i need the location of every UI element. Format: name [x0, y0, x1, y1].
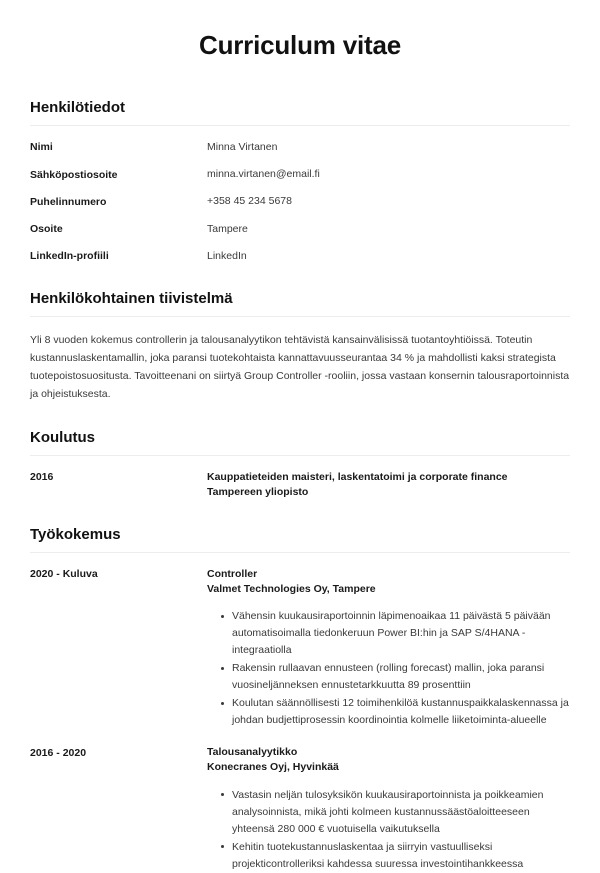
bullet-point-icon — [221, 667, 224, 670]
personal-detail-row — [30, 140, 570, 155]
section-divider — [30, 552, 570, 553]
personal-detail-label: Nimi — [30, 141, 53, 154]
education-entry-degree: Kauppatieteiden maisteri, laskentatoimi ja corporate finance — [207, 470, 508, 483]
section-work-experience — [30, 526, 570, 873]
section-personal-details — [30, 99, 570, 264]
personal-detail-value: Minna Virtanen — [207, 140, 278, 153]
work-entry-title: Talousanalyytikko — [207, 746, 298, 759]
personal-detail-row — [30, 194, 570, 209]
education-entry-body — [207, 470, 570, 500]
work-experience-entry — [30, 745, 570, 872]
section-header-work-experience: Työkokemus — [30, 526, 121, 543]
work-entry-date: 2020 - Kuluva — [30, 568, 98, 581]
personal-detail-label: Osoite — [30, 223, 63, 235]
personal-detail-label: Sähköpostiosoite — [30, 168, 118, 181]
personal-summary-text: Yli 8 vuoden kokemus controllerin ja talousanalyytikon tehtävistä kansainvälisissä tuotantoyhtiöissä. Toteutin kustannuslaskentamallin, joka paransi tuotekohtaista kannattavuusseurantaa 34 % ja mahdollisti kaksi strategista tuotepoistosuositusta. Tavoitteenani on siirtyä Group Controller -rooliin, jossa vastaan konsernin talousraportoinnista ja ohjeistuksesta. — [30, 333, 570, 400]
document-title: Curriculum vitae — [199, 30, 401, 60]
work-experience-entry — [30, 567, 570, 729]
personal-detail-value: +358 45 234 5678 — [207, 195, 292, 208]
personal-detail-row — [30, 222, 570, 237]
work-entry-bullet-text: Vastasin neljän tulosyksikön kuukausiraportoinnista ja poikkeamien analysoinnista, mikä johti kolmeen kustannussäästöaloitteeseen yhteensä 280 000 € vuotuisella vaikutuksella — [232, 788, 544, 835]
education-entry-institution: Tampereen yliopisto — [207, 485, 309, 498]
work-entry-bullet-text: Kehitin tuotekustannuslaskentaa ja siirryin vastuulliseksi projekticontrolleriksi kahdessa suuressa investointihankkeessa — [232, 840, 524, 870]
section-education — [30, 429, 570, 500]
section-divider — [30, 455, 570, 456]
section-divider — [30, 316, 570, 317]
work-entry-bullet — [207, 787, 570, 838]
work-entry-bullet-text: Koulutan säännöllisesti 12 toimihenkilöä kustannuspaikkalaskennassa ja johdan budjettiprosessin koordinointia kolmelle liiketoiminta-alueelle — [232, 697, 569, 727]
section-divider — [30, 125, 570, 126]
section-personal-summary — [30, 290, 570, 403]
education-entry — [30, 470, 570, 500]
education-entry-date: 2016 — [30, 471, 54, 484]
work-entry-organization: Valmet Technologies Oy, Tampere — [207, 582, 376, 595]
work-entry-title: Controller — [207, 567, 258, 580]
work-entry-bullet — [207, 660, 570, 694]
bullet-point-icon — [221, 702, 224, 705]
work-entry-body — [207, 745, 570, 872]
personal-detail-value: minna.virtanen@email.fi — [207, 168, 320, 181]
personal-detail-label: LinkedIn-profiili — [30, 250, 109, 263]
work-entry-bullet-text: Vähensin kuukausiraportoinnin läpimenoaikaa 11 päivästä 5 päivään automatisoimalla tiedonkeruun Power BI:hin ja SAP S/4HANA -integraatiolla — [232, 610, 551, 657]
work-entry-body — [207, 567, 570, 729]
personal-detail-value: Tampere — [207, 222, 248, 235]
work-entry-date: 2016 - 2020 — [30, 746, 87, 759]
section-header-education: Koulutus — [30, 428, 95, 446]
work-entry-organization: Konecranes Oyj, Hyvinkää — [207, 761, 339, 774]
work-entry-bullet-text: Rakensin rullaavan ennusteen (rolling forecast) mallin, joka paransi vuosineljänneksen ennustetarkkuutta 89 prosenttiin — [232, 662, 545, 692]
work-entry-bullet — [207, 839, 570, 873]
section-header-personal-details: Henkilötiedot — [30, 99, 126, 117]
work-entry-bullet-list — [207, 787, 570, 873]
section-header-personal-summary: Henkilökohtainen tiivistelmä — [30, 289, 233, 307]
bullet-point-icon — [221, 615, 224, 618]
personal-detail-row — [30, 249, 570, 264]
linkedin-profile-value[interactable]: LinkedIn — [207, 249, 247, 262]
personal-detail-row — [30, 167, 570, 182]
work-entry-bullet — [207, 608, 570, 659]
personal-detail-label: Puhelinnumero — [30, 195, 107, 208]
work-entry-bullet-list — [207, 608, 570, 729]
bullet-point-icon — [221, 793, 224, 796]
work-entry-bullet — [207, 695, 570, 729]
